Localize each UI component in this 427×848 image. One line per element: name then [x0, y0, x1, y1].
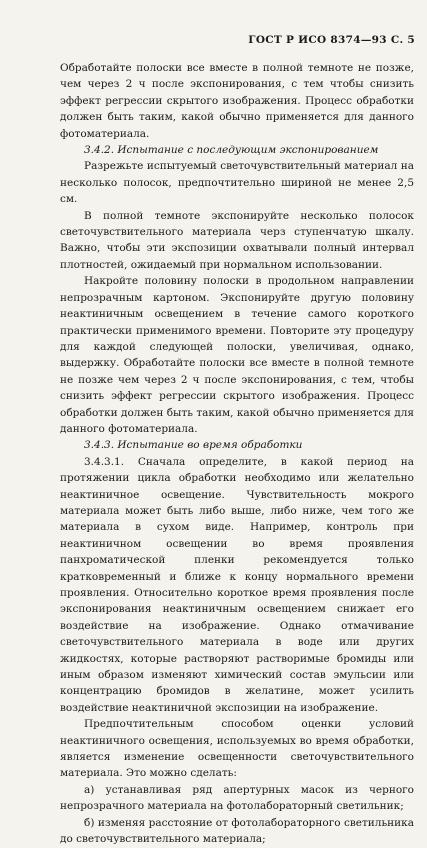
- paragraph: Предпочтительным способом оценки условий неактиничного освещения, используемых во время обработки, является изменение освещенности светочувствительного материала. Это можно сделать:: [60, 718, 414, 780]
- section-heading: 3.4.2. Испытание с последующим экспонированием: [84, 144, 379, 157]
- paragraph: Разрежьте испытуемый светочувствительный материал на несколько полосок, предпочтительно шириной не менее 2,5 см.: [60, 160, 414, 206]
- document-body: [60, 60, 414, 848]
- paragraph: В полной темноте экспонируйте несколько полосок светочувствительного материала черз ступенчатую шкалу. Важно, чтобы эти экспозиции охватывали полный интервал плотностей, ожидаемый при нормальном использовании.: [60, 209, 414, 271]
- page-header: ГОСТ Р ИСО 8374—93 С. 5: [248, 34, 415, 46]
- section-heading: 3.4.3. Испытание во время обработки: [84, 439, 303, 452]
- paragraph: Обработайте полоски все вместе в полной темноте не позже, чем через 2 ч после экспонирования, с тем чтобы снизить эффект регрессии скрытого изображения. Процесс обработки должен быть таким, какой обычно применяется для данного фотоматериала.: [60, 62, 414, 140]
- paragraph: б) изменяя расстояние от фотолабораторного светильника до светочувствительного материала;: [60, 816, 414, 846]
- paragraph: 3.4.3.1. Сначала определите, в какой период на протяжении цикла обработки необходимо или желательно неактиничное освещение. Чувствительность мокрого материала может быть либо выше, либо ниже, чем тогo же материала в сухом виде. Например, контроль при неактиничном освещении во время проявления панхроматической пленки рекомендуется только кратковременный и ближе к концу нормального времени проявления. Относительно короткое время проявления после экспонирования неактиничным освещением снижает его воздействие на изображение. Однако отмачивание светочувствительного материала в воде или других жидкостях, которые растворяют растворимые бромиды или иным образом изменяют химический состав эмульсии или концентрацию бромидов в желатине, может усилить воздействие неактиничной экспозиции на изображение.: [60, 455, 414, 714]
- paragraph: а) устанавливая ряд апертурных масок из черного непрозрачного материала на фотолабораторный светильник;: [60, 783, 414, 813]
- paragraph: Накройте половину полоски в продольном направлении непрозрачным картоном. Экспонируйте другую половину неактиничным освещением в течение самого короткого практически применимого времени. Повторите эту процедуру для каждой следующей полоски, увеличивая, однако, выдержку. Обработайте полоски все вместе в полной темноте не позже чем через 2 ч после экспонирования, с тем, чтобы снизить эффект регрессии скрытого изображения. Процесс обработки должен быть таким, какой обычно применяется для данного фотоматериала.: [60, 275, 414, 435]
